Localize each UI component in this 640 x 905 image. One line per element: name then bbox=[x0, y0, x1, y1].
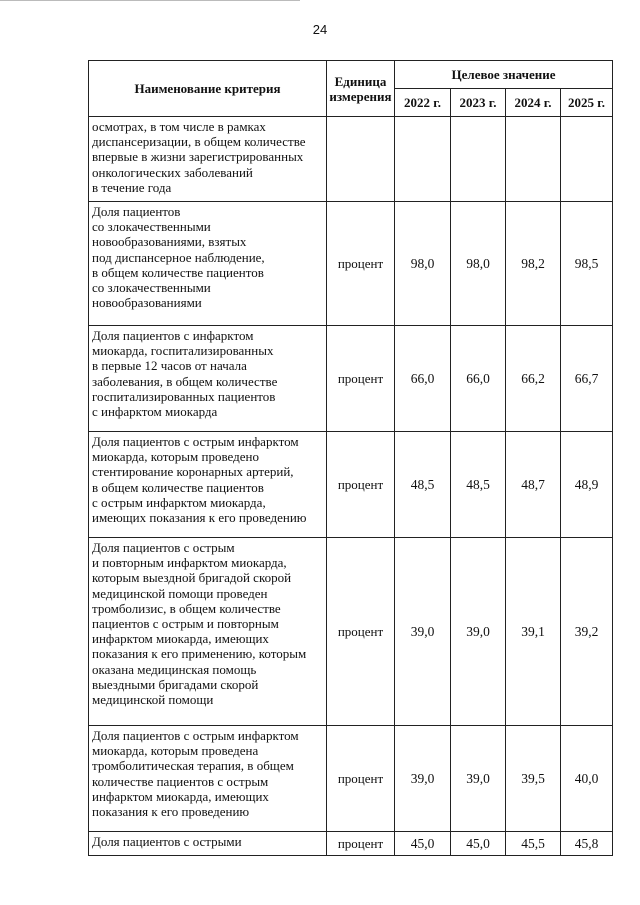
criterion-line: с острым инфарктом миокарда, bbox=[92, 494, 266, 510]
value-2025: 66,7 bbox=[561, 326, 613, 432]
criterion-line: инфарктом миокарда, имеющих bbox=[92, 631, 269, 647]
header-target: Целевое значение bbox=[395, 61, 613, 89]
value-2023: 39,0 bbox=[451, 726, 506, 832]
criterion-line: стентирование коронарных артерий, bbox=[92, 464, 294, 480]
criterion-line: под диспансерное наблюдение, bbox=[92, 249, 265, 265]
criterion-line: госпитализированных пациентов bbox=[92, 388, 276, 404]
value-2025: 45,8 bbox=[561, 832, 613, 856]
header-unit-line2: измерения bbox=[329, 88, 392, 104]
value-2022: 48,5 bbox=[395, 432, 451, 538]
criterion-line: в общем количестве пациентов bbox=[92, 479, 264, 495]
header-year-2023: 2023 г. bbox=[451, 89, 506, 117]
criterion-line: в первые 12 часов от начала bbox=[92, 358, 247, 374]
value-2025: 98,5 bbox=[561, 202, 613, 326]
table-row bbox=[89, 326, 613, 432]
criterion-line: количестве пациентов с острым bbox=[92, 773, 269, 789]
value-2024: 98,2 bbox=[506, 202, 561, 326]
value-2025: 48,9 bbox=[561, 432, 613, 538]
value-2024 bbox=[506, 117, 561, 202]
criterion-cell bbox=[89, 117, 327, 202]
unit-cell: процент bbox=[327, 202, 395, 326]
criterion-line: медицинской помощи bbox=[92, 692, 214, 708]
value-2024: 39,1 bbox=[506, 538, 561, 726]
criterion-line: оказана медицинская помощь bbox=[92, 661, 257, 677]
criterion-line: в общем количестве пациентов bbox=[92, 264, 264, 280]
criterion-line: с инфарктом миокарда bbox=[92, 404, 218, 420]
table-row bbox=[89, 832, 613, 856]
value-2023: 98,0 bbox=[451, 202, 506, 326]
criterion-line: Доля пациентов с инфарктом bbox=[92, 328, 254, 343]
criterion-line: тромболитическая терапия, в общем bbox=[92, 758, 294, 774]
value-2023: 48,5 bbox=[451, 432, 506, 538]
criterion-line: показания к его применению, которым bbox=[92, 646, 307, 662]
criterion-line: инфарктом миокарда, имеющих bbox=[92, 788, 269, 804]
header-criterion: Наименование критерия bbox=[89, 61, 327, 117]
criterion-line: Доля пациентов с острым инфарктом bbox=[92, 728, 299, 743]
criterion-line: Доля пациентов с острыми bbox=[92, 834, 242, 849]
value-2024: 39,5 bbox=[506, 726, 561, 832]
criterion-line: Доля пациентов с острым bbox=[92, 540, 235, 555]
table-row bbox=[89, 538, 613, 726]
value-2025 bbox=[561, 117, 613, 202]
value-2024: 48,7 bbox=[506, 432, 561, 538]
criterion-cell bbox=[89, 326, 327, 432]
criterion-line: Доля пациентов bbox=[92, 204, 181, 219]
unit-cell: процент bbox=[327, 726, 395, 832]
criterion-cell bbox=[89, 432, 327, 538]
top-rule bbox=[0, 0, 300, 1]
unit-cell: процент bbox=[327, 832, 395, 856]
criterion-line: выездными бригадами скорой bbox=[92, 676, 259, 692]
value-2022: 39,0 bbox=[395, 538, 451, 726]
criterion-line: осмотрах, в том числе в рамках bbox=[92, 119, 266, 134]
header-unit bbox=[327, 61, 395, 117]
criterion-line: пациентов с острым и повторным bbox=[92, 616, 279, 632]
criterion-cell bbox=[89, 202, 327, 326]
value-2022: 39,0 bbox=[395, 726, 451, 832]
value-2023 bbox=[451, 117, 506, 202]
criterion-line: в течение года bbox=[92, 179, 172, 195]
page-number: 24 bbox=[312, 22, 328, 37]
criterion-line: новообразованиями bbox=[92, 295, 202, 311]
criterion-line: тромболизис, в общем количестве bbox=[92, 600, 281, 616]
value-2022: 45,0 bbox=[395, 832, 451, 856]
criterion-line: онкологических заболеваний bbox=[92, 164, 253, 180]
value-2022 bbox=[395, 117, 451, 202]
table-row bbox=[89, 117, 613, 202]
criterion-line: миокарда, которым проведена bbox=[92, 743, 259, 759]
value-2022: 98,0 bbox=[395, 202, 451, 326]
criterion-line: показания к его проведению bbox=[92, 804, 250, 820]
criterion-line: которым выездной бригадой скорой bbox=[92, 570, 292, 586]
value-2022: 66,0 bbox=[395, 326, 451, 432]
value-2024: 66,2 bbox=[506, 326, 561, 432]
value-2025: 39,2 bbox=[561, 538, 613, 726]
value-2025: 40,0 bbox=[561, 726, 613, 832]
value-2024: 45,5 bbox=[506, 832, 561, 856]
unit-cell bbox=[327, 117, 395, 202]
criterion-line: миокарда, которым проведено bbox=[92, 449, 259, 465]
table-row bbox=[89, 726, 613, 832]
criterion-line: впервые в жизни зарегистрированных bbox=[92, 149, 304, 165]
criterion-cell bbox=[89, 538, 327, 726]
criterion-line: заболевания, в общем количестве bbox=[92, 373, 278, 389]
unit-cell: процент bbox=[327, 538, 395, 726]
criterion-line: со злокачественными bbox=[92, 280, 211, 296]
header-year-2022: 2022 г. bbox=[395, 89, 451, 117]
criterion-line: Доля пациентов с острым инфарктом bbox=[92, 434, 299, 449]
criterion-line: новообразованиями, взятых bbox=[92, 234, 247, 250]
criterion-line: имеющих показания к его проведению bbox=[92, 510, 307, 526]
criteria-table bbox=[88, 60, 613, 856]
value-2023: 66,0 bbox=[451, 326, 506, 432]
unit-cell: процент bbox=[327, 432, 395, 538]
criterion-cell bbox=[89, 832, 327, 856]
table-row bbox=[89, 432, 613, 538]
header-year-2024: 2024 г. bbox=[506, 89, 561, 117]
criterion-cell bbox=[89, 726, 327, 832]
header-unit-line1: Единица bbox=[334, 73, 387, 89]
criterion-line: и повторным инфарктом миокарда, bbox=[92, 555, 287, 571]
value-2023: 39,0 bbox=[451, 538, 506, 726]
table-row bbox=[89, 202, 613, 326]
criterion-line: со злокачественными bbox=[92, 219, 211, 235]
unit-cell: процент bbox=[327, 326, 395, 432]
criterion-line: медицинской помощи проведен bbox=[92, 585, 268, 601]
value-2023: 45,0 bbox=[451, 832, 506, 856]
criterion-line: миокарда, госпитализированных bbox=[92, 343, 274, 359]
header-year-2025: 2025 г. bbox=[561, 89, 613, 117]
criterion-line: диспансеризации, в общем количестве bbox=[92, 134, 306, 150]
